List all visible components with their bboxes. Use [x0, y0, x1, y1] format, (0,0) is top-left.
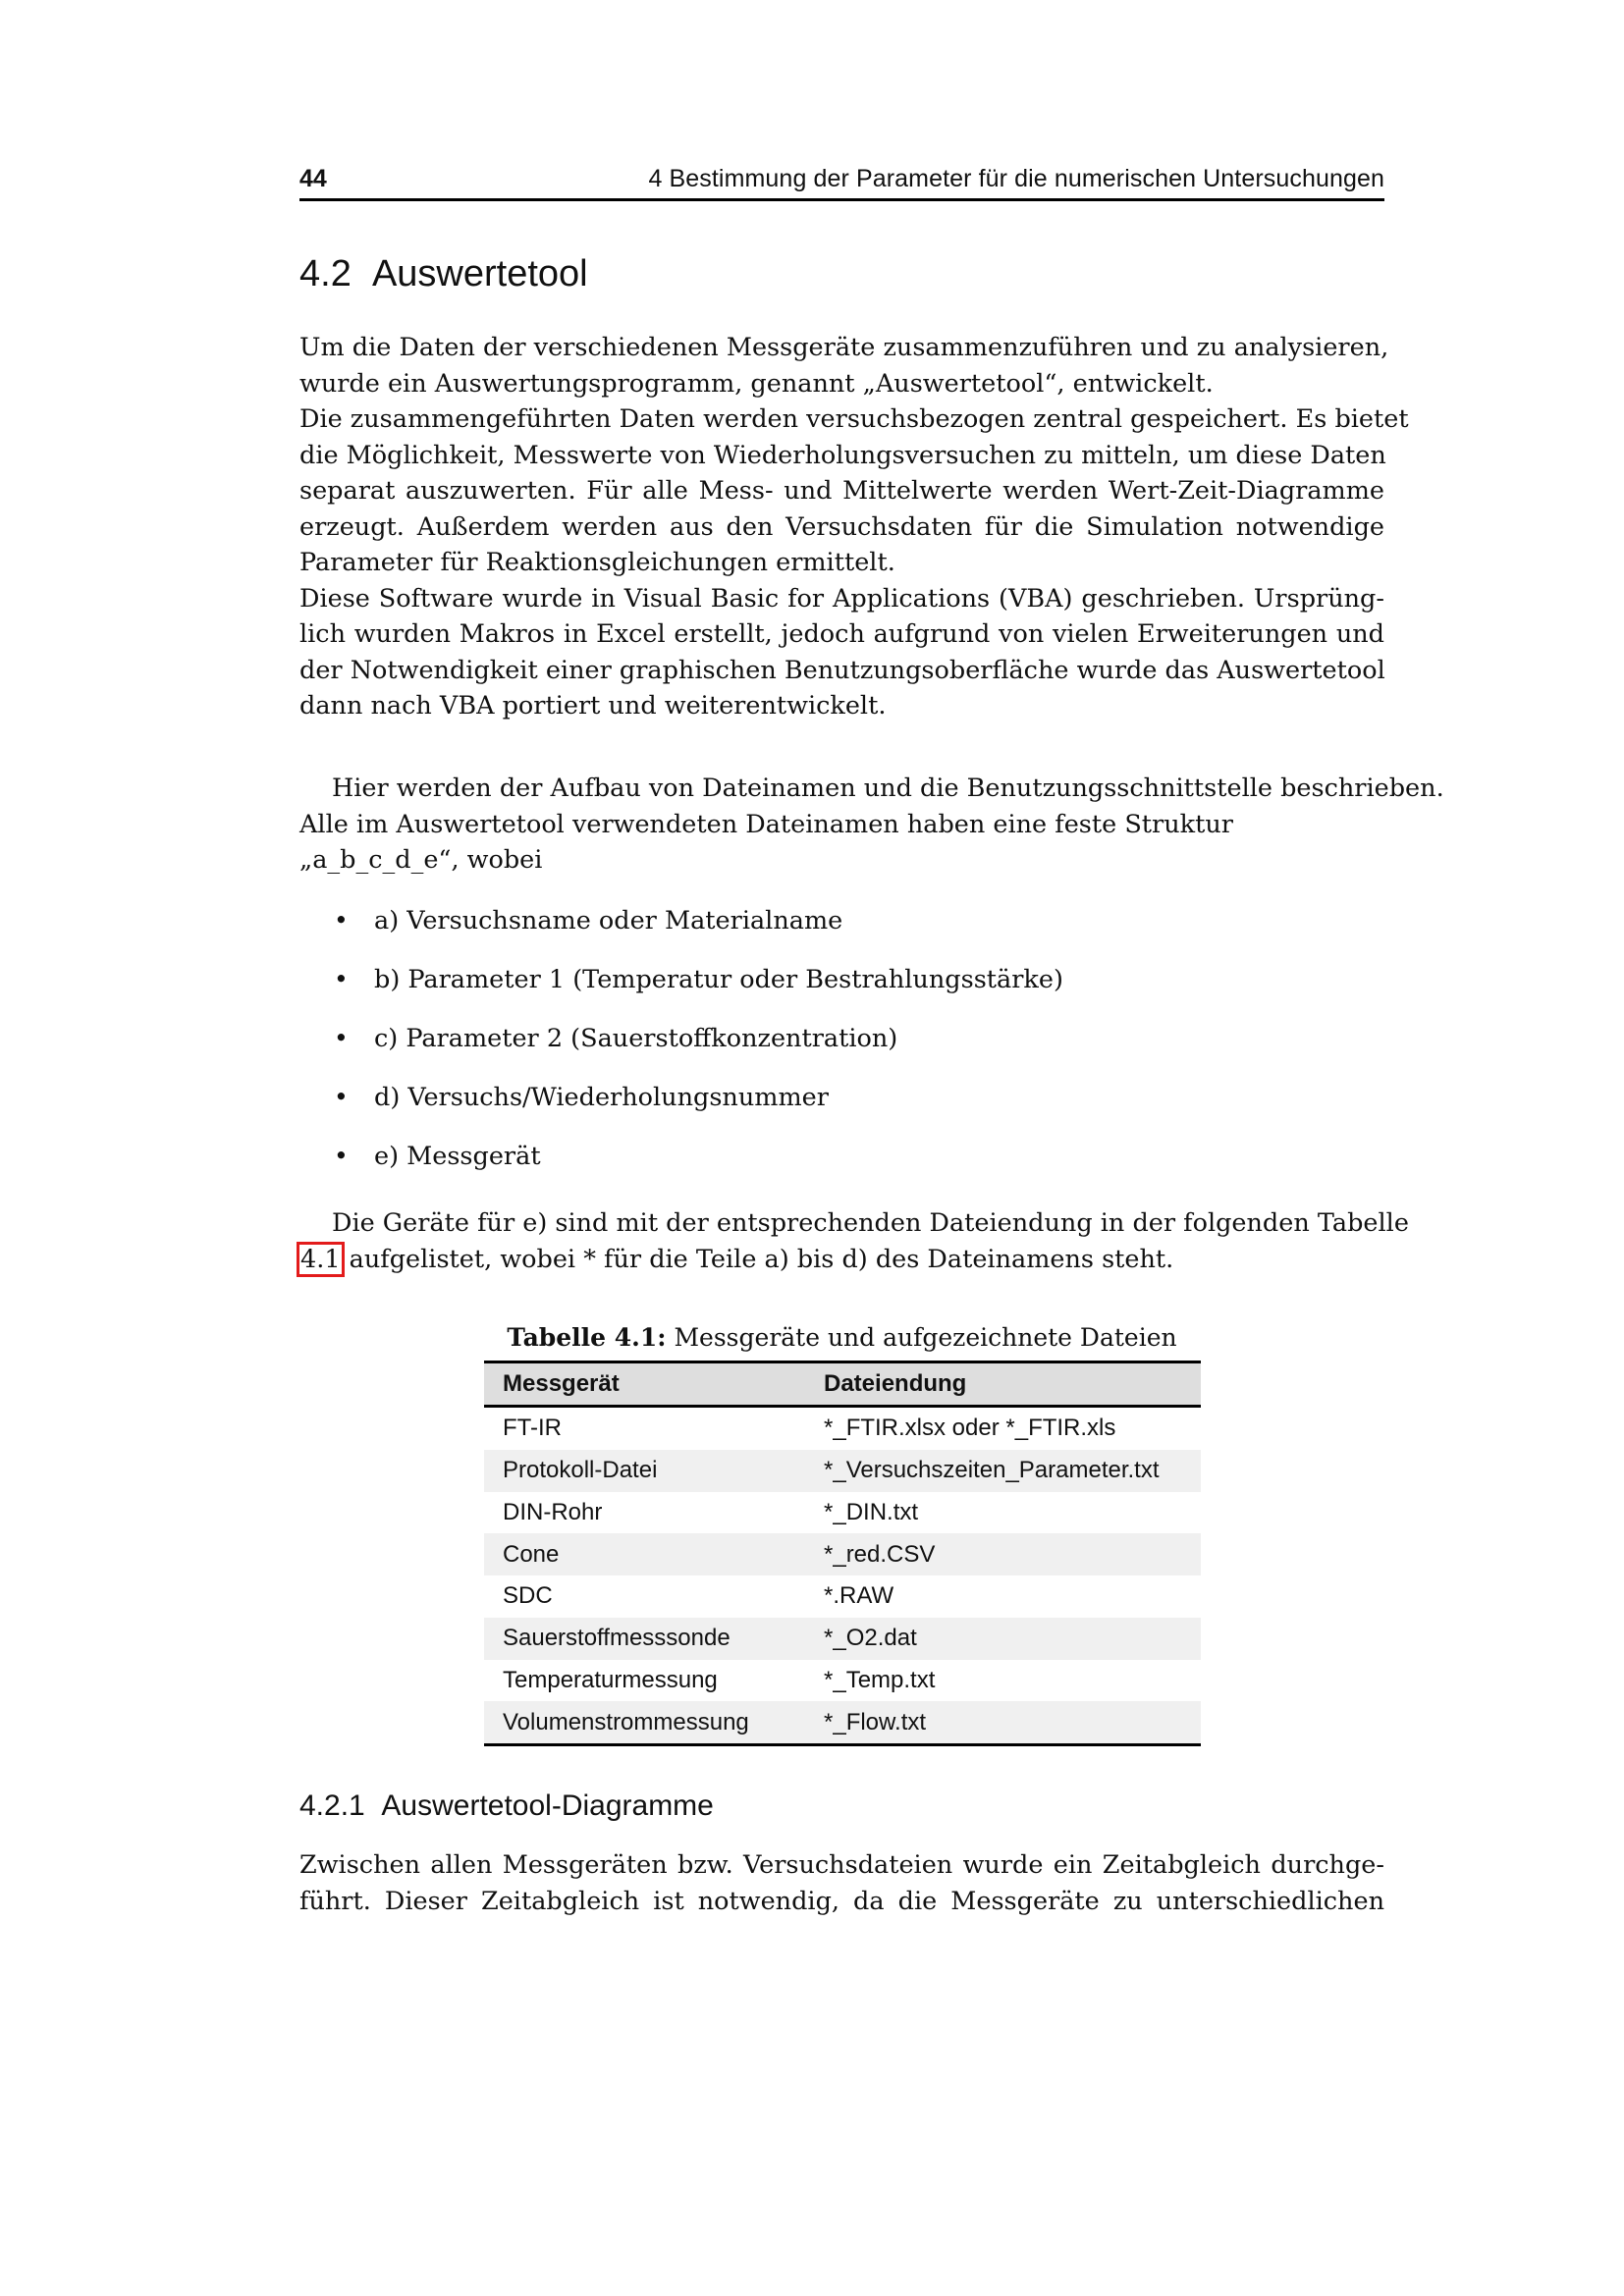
table-reference-link[interactable]: 4.1 — [300, 1244, 341, 1274]
text-line: lich wurden Makros in Excel erstellt, jedoch aufgrund von vielen Erweiterungen und — [299, 619, 1384, 649]
list-item: • a) Versuchsname oder Materialname — [334, 906, 843, 935]
text-line: Um die Daten der verschiedenen Messgeräte zusammenzuführen und zu analysieren, — [299, 333, 1389, 362]
bullet-icon: • — [334, 1024, 349, 1052]
page-number: 44 — [299, 165, 327, 192]
text-line: Parameter für Reaktionsgleichungen ermittelt. — [299, 548, 895, 577]
list-item: • e) Messgerät — [334, 1142, 541, 1171]
text-line: separat auszuwerten. Für alle Mess- und Mittelwerte werden Wert-Zeit-Diagramme — [299, 476, 1384, 506]
bullet-icon: • — [334, 1083, 349, 1111]
subsection-heading — [299, 1789, 714, 1823]
section-number: 4.2 — [299, 253, 352, 294]
text-line: wurde ein Auswertungsprogramm, genannt „Auswertetool“, entwickelt. — [299, 368, 1214, 399]
table-row: Cone *_red.CSV — [484, 1533, 1201, 1575]
paragraph-intro — [299, 330, 1409, 724]
text-line: Die zusammengeführten Daten werden versuchsbezogen zentral gespeichert. Es bietet — [299, 404, 1409, 434]
bullet-icon: • — [334, 965, 349, 993]
text-line: Die Geräte für e) sind mit der entsprechenden Dateiendung in der folgenden Tabelle — [332, 1208, 1409, 1238]
paragraph-table-reference — [299, 1205, 1409, 1277]
column-header-extension: Dateiendung — [805, 1362, 1201, 1407]
text-line: führt. Dieser Zeitabgleich ist notwendig, da die Messgeräte zu unterschiedlichen — [299, 1886, 1384, 1916]
table-row: DIN-Rohr *_DIN.txt — [503, 1498, 919, 1525]
table-row: SDC *.RAW — [503, 1582, 894, 1610]
subsection-number: 4.2.1 — [299, 1789, 365, 1822]
device-file-table — [484, 1361, 1201, 1746]
table-row: Protokoll-Datei *_Versuchszeiten_Parameter.txt — [484, 1450, 1201, 1492]
table-row: Temperaturmessung *_Temp.txt — [503, 1666, 936, 1693]
table-caption — [299, 1323, 1384, 1352]
text-line: Zwischen allen Messgeräten bzw. Versuchsdateien wurde ein Zeitabgleich durchge- — [299, 1850, 1384, 1880]
list-item: • d) Versuchs/Wiederholungsnummer — [334, 1083, 829, 1112]
bullet-icon: • — [334, 1142, 349, 1170]
table-header-row — [484, 1362, 1201, 1407]
text-line: Alle im Auswertetool verwendeten Dateinamen haben eine feste Struktur — [299, 809, 1233, 839]
subsection-title: Auswertetool-Diagramme — [381, 1789, 714, 1822]
section-title: Auswertetool — [371, 253, 588, 294]
list-item: • b) Parameter 1 (Temperatur oder Bestrahlungsstärke) — [334, 965, 1063, 994]
text-line: 4.1 aufgelistet, wobei * für die Teile a) bis d) des Dateinamens steht. — [300, 1244, 1174, 1274]
text-line: dann nach VBA portiert und weiterentwickelt. — [299, 691, 887, 721]
paragraph-filenames — [299, 771, 1444, 879]
list-item: • c) Parameter 2 (Sauerstoffkonzentration) — [334, 1024, 898, 1053]
running-header — [299, 165, 1384, 201]
text-line: Diese Software wurde in Visual Basic for Applications (VBA) geschrieben. Ursprüng- — [299, 583, 1384, 614]
column-header-device: Messgerät — [484, 1362, 805, 1407]
text-line: der Notwendigkeit einer graphischen Benutzungsoberfläche wurde das Auswertetool — [299, 655, 1385, 685]
table-row: FT-IR *_FTIR.xlsx oder *_FTIR.xls — [503, 1415, 1116, 1442]
table-row: Volumenstrommessung *_Flow.txt — [484, 1701, 1201, 1744]
filename-parts-list — [334, 906, 1063, 1201]
caption-label: Tabelle 4.1: — [507, 1323, 667, 1352]
text-line: „a_b_c_d_e“, wobei — [299, 845, 543, 875]
paragraph-time-sync — [299, 1847, 1384, 1919]
caption-text: Messgeräte und aufgezeichnete Dateien — [666, 1323, 1177, 1352]
section-heading — [299, 253, 588, 295]
table-row: Sauerstoffmesssonde *_O2.dat — [484, 1618, 1201, 1660]
text-line: erzeugt. Außerdem werden aus den Versuchsdaten für die Simulation notwendige — [299, 511, 1384, 542]
running-title: 4 Bestimmung der Parameter für die numerischen Untersuchungen — [648, 165, 1384, 192]
bullet-icon: • — [334, 906, 349, 934]
text-line: die Möglichkeit, Messwerte von Wiederholungsversuchen zu mitteln, um diese Daten — [299, 440, 1386, 470]
text-line: Hier werden der Aufbau von Dateinamen und die Benutzungsschnittstelle beschrieben. — [332, 774, 1444, 803]
